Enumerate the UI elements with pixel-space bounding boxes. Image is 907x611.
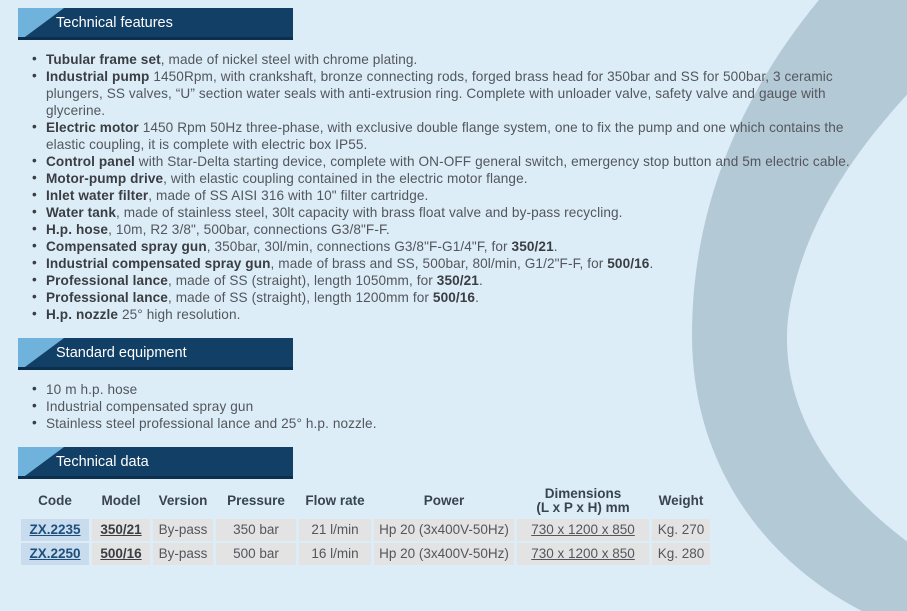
list-item bbox=[28, 153, 866, 170]
power-cell: Hp 20 (3x400V-50Hz) bbox=[374, 519, 514, 541]
item-text: Stainless steel professional lance and 25° h.p. nozzle. bbox=[46, 416, 377, 431]
item-text: with Star-Delta starting device, complete with ON-OFF general switch, emergency stop button and 5m electric cable. bbox=[134, 154, 850, 169]
list-item bbox=[28, 238, 866, 255]
column-header-model: Model bbox=[101, 493, 141, 508]
version-cell: By-pass bbox=[153, 519, 213, 541]
section-title-technical-features: Technical features bbox=[56, 14, 173, 31]
bullet-icon: • bbox=[32, 119, 37, 134]
bullet-icon: • bbox=[32, 221, 37, 236]
dimensions-cell: 730 x 1200 x 850 bbox=[517, 543, 649, 565]
item-text: . bbox=[649, 256, 654, 271]
item-term: Compensated spray gun bbox=[46, 239, 207, 254]
bullet-icon: • bbox=[32, 272, 37, 287]
model-cell: 350/21 bbox=[92, 519, 150, 541]
column-header-weight: Weight bbox=[658, 493, 704, 508]
bullet-icon: • bbox=[32, 68, 37, 83]
bullet-icon: • bbox=[32, 51, 37, 66]
bullet-icon: • bbox=[32, 306, 37, 321]
item-text: . bbox=[478, 273, 483, 288]
dimensions-cell: 730 x 1200 x 850 bbox=[517, 519, 649, 541]
code-cell[interactable]: ZX.2250 bbox=[21, 543, 89, 565]
column-header-dimensions: Dimensions (L x P x H) mm bbox=[536, 486, 630, 515]
list-item bbox=[28, 119, 866, 153]
item-text: , with elastic coupling contained in the electric motor flange. bbox=[163, 171, 528, 186]
list-item bbox=[28, 68, 866, 119]
model-cell: 500/16 bbox=[92, 543, 150, 565]
item-term: Tubular frame set bbox=[46, 52, 161, 67]
item-term: Professional lance bbox=[46, 290, 168, 305]
version-cell: By-pass bbox=[153, 543, 213, 565]
item-text: , made of stainless steel, 30lt capacity with brass float valve and by-pass recycling. bbox=[116, 205, 623, 220]
list-item bbox=[28, 381, 866, 398]
list-item bbox=[28, 398, 866, 415]
item-term: 500/16 bbox=[432, 290, 476, 305]
column-header-version: Version bbox=[158, 493, 208, 508]
bullet-icon: • bbox=[32, 289, 37, 304]
item-text: 1450 Rpm 50Hz three-phase, with exclusive double flange system, one to fix the pump and one which contains the elastic coupling, it is complete with electric box IP55. bbox=[46, 120, 844, 152]
item-term: H.p. nozzle bbox=[46, 307, 119, 322]
bullet-icon: • bbox=[32, 255, 37, 270]
bullet-icon: • bbox=[32, 415, 37, 430]
flow-cell: 16 l/min bbox=[299, 543, 371, 565]
weight-cell: Kg. 280 bbox=[652, 543, 710, 565]
item-term: 500/16 bbox=[607, 256, 650, 271]
list-item bbox=[28, 255, 866, 272]
list-item bbox=[28, 306, 866, 323]
standard-equipment-list bbox=[18, 381, 866, 432]
item-term: Motor-pump drive bbox=[46, 171, 164, 186]
bullet-icon: • bbox=[32, 398, 37, 413]
technical-data-table bbox=[18, 483, 713, 567]
item-text: 25° high resolution. bbox=[118, 307, 241, 322]
item-term: 350/21 bbox=[436, 273, 479, 288]
item-term: Electric motor bbox=[46, 120, 139, 135]
weight-cell: Kg. 270 bbox=[652, 519, 710, 541]
bullet-icon: • bbox=[32, 153, 37, 168]
item-term: Control panel bbox=[46, 154, 135, 169]
pressure-cell: 500 bar bbox=[216, 543, 296, 565]
item-text: , 350bar, 30l/min, connections G3/8"F-G1/4"F, for bbox=[206, 239, 512, 254]
item-term: Water tank bbox=[46, 205, 116, 220]
list-item bbox=[28, 204, 866, 221]
section-header-standard-equipment bbox=[18, 338, 293, 370]
item-text: , made of nickel steel with chrome plating. bbox=[160, 52, 418, 67]
list-item bbox=[28, 51, 866, 68]
item-text: , made of SS (straight), length 1200mm for bbox=[167, 290, 433, 305]
item-term: Industrial compensated spray gun bbox=[46, 256, 271, 271]
item-text: 10 m h.p. hose bbox=[46, 382, 138, 397]
section-title-technical-data: Technical data bbox=[56, 453, 149, 470]
item-text: 1450Rpm, with crankshaft, bronze connecting rods, forged brass head for 350bar and SS for 500bar, 3 ceramic plungers, SS valves, “U” section water seals with anti-extrusion ring. Complete with unloader valve, safety valve and gauge with glycerine. bbox=[46, 69, 833, 118]
section-header-technical-data bbox=[18, 447, 293, 479]
column-header-code: Code bbox=[38, 493, 72, 508]
table-header-row bbox=[21, 485, 710, 517]
list-item bbox=[28, 187, 866, 204]
item-text: , made of SS (straight), length 1050mm, for bbox=[167, 273, 437, 288]
item-term: Industrial pump bbox=[46, 69, 150, 84]
item-text: . bbox=[553, 239, 558, 254]
pressure-cell: 350 bar bbox=[216, 519, 296, 541]
list-item bbox=[28, 170, 866, 187]
item-text: , made of SS AISI 316 with 10" filter cartridge. bbox=[148, 188, 429, 203]
section-header-technical-features bbox=[18, 8, 293, 40]
technical-features-list bbox=[18, 51, 866, 323]
column-header-power: Power bbox=[423, 493, 465, 508]
bullet-icon: • bbox=[32, 204, 37, 219]
column-header-pressure: Pressure bbox=[227, 493, 285, 508]
item-text: , 10m, R2 3/8", 500bar, connections G3/8"F-F. bbox=[108, 222, 390, 237]
table-row bbox=[21, 543, 710, 565]
item-text: . bbox=[475, 290, 479, 305]
table-row bbox=[21, 519, 710, 541]
item-text: Industrial compensated spray gun bbox=[46, 399, 254, 414]
list-item bbox=[28, 415, 866, 432]
item-term: H.p. hose bbox=[46, 222, 109, 237]
bullet-icon: • bbox=[32, 238, 37, 253]
section-title-standard-equipment: Standard equipment bbox=[56, 344, 187, 361]
power-cell: Hp 20 (3x400V-50Hz) bbox=[374, 543, 514, 565]
item-text: , made of brass and SS, 500bar, 80l/min, G1/2"F-F, for bbox=[270, 256, 608, 271]
list-item bbox=[28, 289, 866, 306]
code-cell[interactable]: ZX.2235 bbox=[21, 519, 89, 541]
flow-cell: 21 l/min bbox=[299, 519, 371, 541]
list-item bbox=[28, 272, 866, 289]
bullet-icon: • bbox=[32, 170, 37, 185]
bullet-icon: • bbox=[32, 381, 37, 396]
item-term: 350/21 bbox=[511, 239, 554, 254]
item-term: Inlet water filter bbox=[46, 188, 149, 203]
bullet-icon: • bbox=[32, 187, 37, 202]
column-header-flow: Flow rate bbox=[305, 493, 365, 508]
item-term: Professional lance bbox=[46, 273, 168, 288]
list-item bbox=[28, 221, 866, 238]
